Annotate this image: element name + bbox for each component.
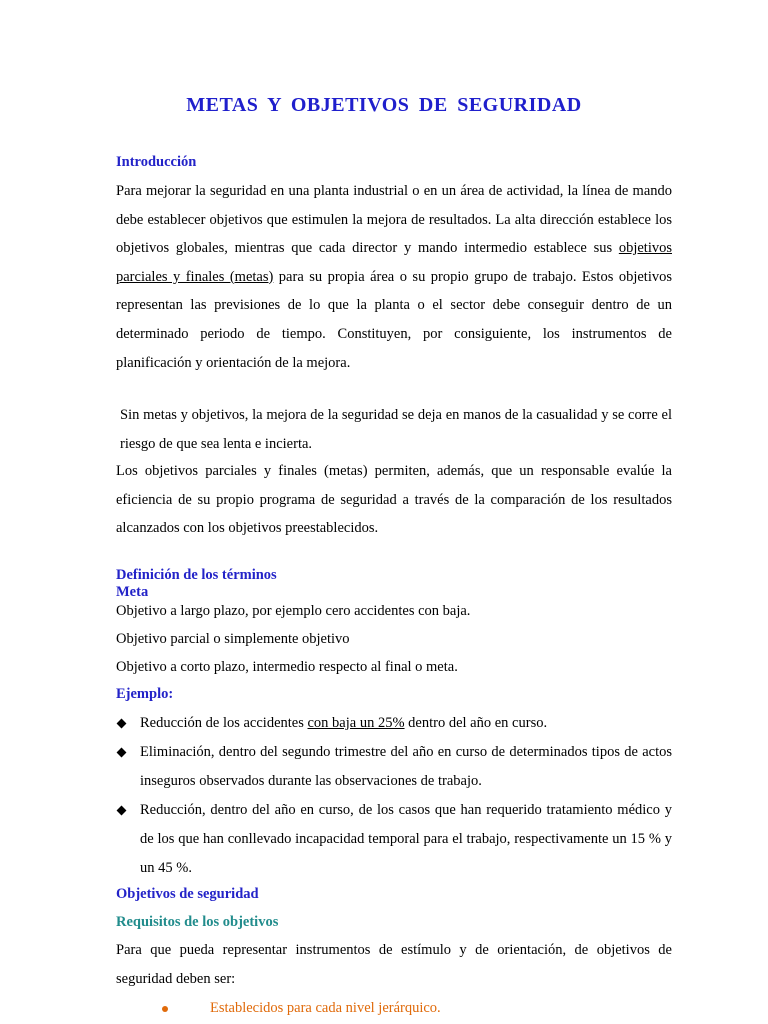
intro-p1-text-start: Para mejorar la seguridad en una planta industrial o en un área de actividad, la línea de mando debe establecer objetivos que estimulen la mejora de resultados. La alta dirección establece los objetivos globales, mientras que cada director y mando intermedio establece sus — [116, 183, 672, 257]
page-title: METAS Y OBJETIVOS DE SEGURIDAD — [186, 94, 582, 116]
list-item — [116, 738, 672, 796]
definition-line-2: Objetivo parcial o simplemente objetivo — [116, 631, 350, 647]
intro-paragraph-3: Los objetivos parciales y finales (metas) permiten, además, que un responsable evalúe la eficiencia de su propio programa de seguridad a través de la comparación de los resultados alcanzados con los objetivos preestablecidos. — [116, 463, 672, 537]
example-b1-text-end: dentro del año en curso. — [404, 715, 548, 731]
definitions-heading: Definición de los términos — [116, 567, 277, 583]
diamond-bullet-icon — [117, 806, 127, 816]
example-heading: Ejemplo: — [116, 686, 174, 702]
requirements-heading: Requisitos de los objetivos — [116, 914, 279, 930]
example-b3-text: Reducción, dentro del año en curso, de los casos que han requerido tratamiento médico y de los que han conllevado incapacidad temporal para el trabajo, respectivamente un 15 % y un 45 %. — [140, 802, 672, 876]
intro-p1-underlined: objetivos parciales y finales (metas) — [116, 240, 672, 285]
diamond-bullet-icon — [117, 748, 127, 758]
intro-paragraph-1 — [116, 177, 672, 377]
intro-p1-text-end: para su propia área o su propio grupo de trabajo. Estos objetivos representan las previsiones de lo que la planta o el sector debe conseguir dentro de un determinado periodo de tiempo. Constituyen, por consiguiente, los instrumentos de planificación y orientación de la mejora. — [116, 268, 672, 371]
example-list — [116, 709, 672, 883]
example-b1-text-start: Reducción de los accidentes — [140, 715, 308, 731]
definition-line-1: Objetivo a largo plazo, por ejemplo cero accidentes con baja. — [116, 603, 471, 619]
list-item — [116, 796, 672, 883]
diamond-bullet-icon — [117, 719, 127, 729]
requirement-item-1: Establecidos para cada nivel jerárquico. — [210, 1000, 441, 1016]
intro-heading: Introducción — [116, 154, 197, 170]
example-b1-underlined: con baja un 25% — [307, 715, 405, 731]
requirements-paragraph: Para que pueda representar instrumentos de estímulo y de orientación, de objetivos de seguridad deben ser: — [116, 942, 672, 987]
objectives-heading: Objetivos de seguridad — [116, 886, 259, 902]
list-item — [116, 709, 672, 738]
definition-line-3: Objetivo a corto plazo, intermedio respecto al final o meta. — [116, 659, 458, 675]
intro-paragraph-2: Sin metas y objetivos, la mejora de la seguridad se deja en manos de la casualidad y se corre el riesgo de que sea lenta e incierta. — [120, 407, 672, 452]
round-bullet-icon — [162, 1006, 168, 1012]
example-b2-text: Eliminación, dentro del segundo trimestre del año en curso de determinados tipos de actos inseguros observados durante las observaciones de trabajo. — [140, 744, 672, 789]
meta-heading: Meta — [116, 584, 149, 600]
